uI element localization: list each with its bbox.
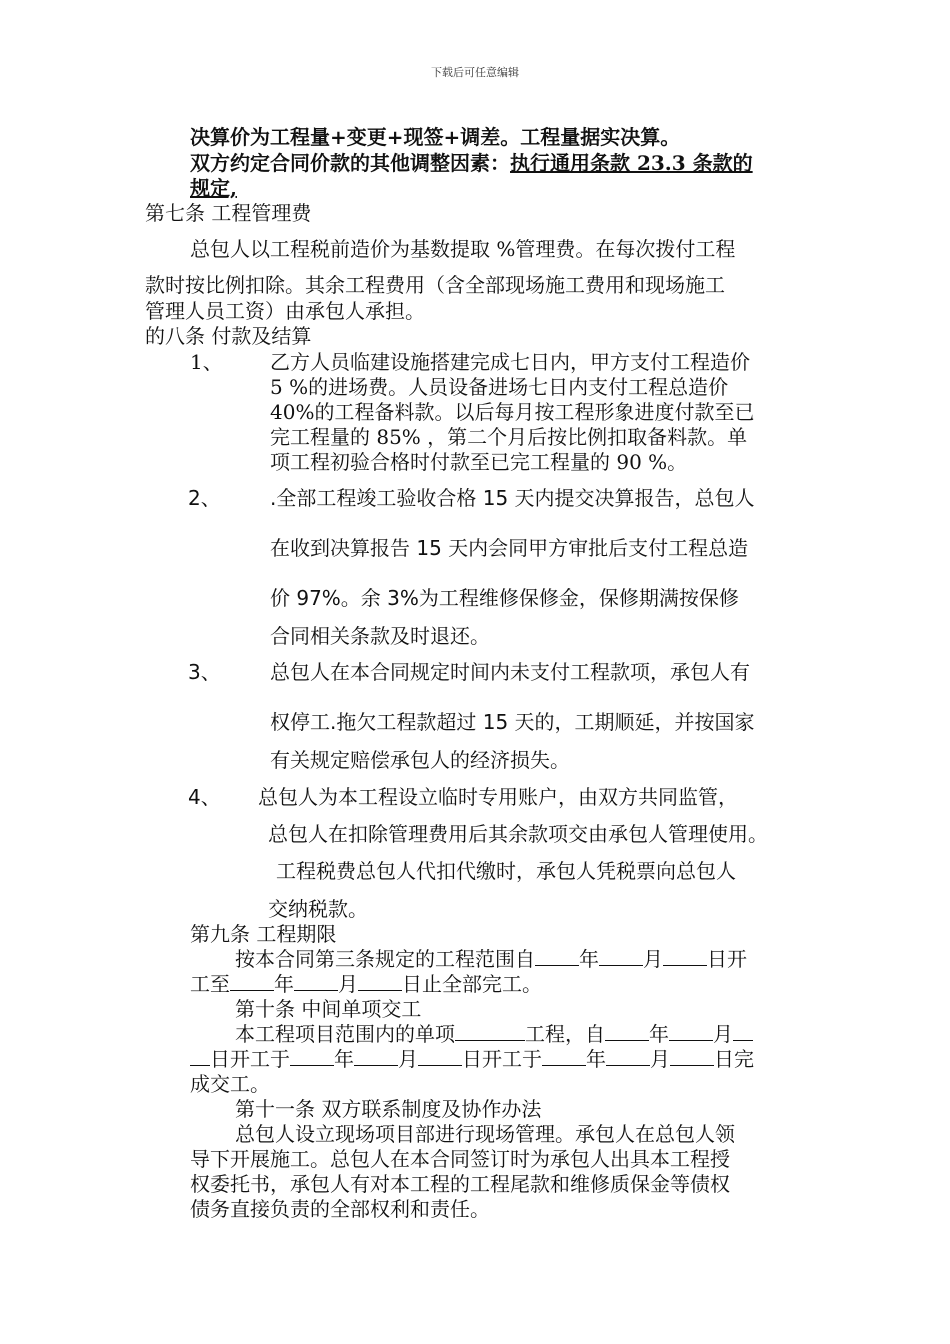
item-2-line: 合同相关条款及时退还。 — [270, 624, 490, 648]
article-11-line: 总包人设立现场项目部进行现场管理。承包人在总包人领 — [235, 1122, 735, 1146]
year-blank — [542, 1047, 586, 1066]
adjust-clause-ref: 执行通用条款 23.3 条款的 — [510, 151, 753, 175]
item-4-number: 4、 — [188, 785, 221, 809]
article-10-line: 成交工。 — [190, 1072, 270, 1096]
item-2-line: .全部工程竣工验收合格 15 天内提交决算报告，总包人 — [270, 486, 755, 510]
item-2-line: 价 97%。余 3%为工程维修保修金，保修期满按保修 — [270, 586, 739, 610]
article-7-line: 总包人以工程税前造价为基数提取 %管理费。在每次拨付工程 — [190, 237, 736, 261]
item-3-line: 有关规定赔偿承包人的经济损失。 — [270, 748, 570, 772]
year-blank — [290, 1047, 334, 1066]
start-year-blank — [535, 947, 579, 966]
item-1-number: 1、 — [190, 350, 223, 374]
start-year-blank — [605, 1022, 649, 1041]
item-2-line: 在收到决算报告 15 天内会同甲方审批后支付工程总造 — [270, 536, 749, 560]
day-blank — [670, 1047, 714, 1066]
start-day-blank — [733, 1022, 753, 1041]
start-day-blank — [663, 947, 707, 966]
page-header: 下载后可任意编辑 — [431, 66, 519, 79]
month-blank — [354, 1047, 398, 1066]
item-4-line: 交纳税款。 — [268, 897, 368, 921]
article-10-line: 本工程项目范围内的单项 工程，自 年 月 — [235, 1022, 753, 1046]
article-7-line: 管理人员工资）由承包人承担。 — [145, 299, 425, 323]
article-9-title: 第九条 工程期限 — [190, 922, 337, 946]
item-1-line: 项工程初验合格时付款至已完工程量的 90 %。 — [270, 450, 688, 474]
article-9-line: 按本合同第三条规定的工程范围自 年 月 日开 — [235, 947, 747, 971]
article-11-title: 第十一条 双方联系制度及协作办法 — [235, 1097, 542, 1121]
start-month-blank — [669, 1022, 713, 1041]
bold-line-1: 决算价为工程量+变更+现签+调差。工程量据实决算。 — [190, 125, 681, 149]
article-11-line: 权委托书，承包人有对本工程的工程尾款和维修质保金等债权 — [190, 1172, 730, 1196]
end-year-blank — [230, 972, 274, 991]
item-1-line: 完工程量的 85% ，第二个月后按比例扣取备料款。单 — [270, 425, 748, 449]
item-3-number: 3、 — [188, 660, 221, 684]
item-1-line: 40%的工程备料款。以后每月按工程形象进度付款至已 — [270, 400, 755, 424]
article-9-line: 工至 年 月 日止全部完工。 — [190, 972, 542, 996]
item-1-line: 乙方人员临建设施搭建完成七日内，甲方支付工程造价 — [270, 350, 750, 374]
article-7-line: 款时按比例扣除。其余工程费用（含全部现场施工费用和现场施工 — [145, 273, 725, 297]
article-7-title: 第七条 工程管理费 — [145, 201, 312, 225]
day-blank — [418, 1047, 462, 1066]
article-10-line: 日开工于 年 月 日开工于 年 月 日完 — [190, 1047, 754, 1071]
item-4-line: 工程税费总包人代扣代缴时，承包人凭税票向总包人 — [276, 859, 736, 883]
item-3-line: 总包人在本合同规定时间内未支付工程款项，承包人有 — [270, 660, 750, 684]
item-4-line: 总包人在扣除管理费用后其余款项交由承包人管理使用。 — [268, 822, 768, 846]
item-2-number: 2、 — [188, 486, 221, 510]
bold-line-2: 双方约定合同价款的其他调整因素：执行通用条款 23.3 条款的 — [190, 151, 753, 175]
item-1-line: 5 %的进场费。人员设备进场七日内支付工程总造价 — [270, 375, 729, 399]
item-4-line: 总包人为本工程设立临时专用账户，由双方共同监管， — [258, 785, 738, 809]
item-3-line: 权停工.拖欠工程款超过 15 天的，工期顺延，并按国家 — [270, 710, 755, 734]
article-8-title: 的八条 付款及结算 — [145, 324, 312, 348]
month-blank — [606, 1047, 650, 1066]
article-10-title: 第十条 中间单项交工 — [235, 997, 422, 1021]
item-name-blank — [455, 1022, 525, 1041]
article-11-line: 导下开展施工。总包人在本合同签订时为承包人出具本工程授 — [190, 1147, 730, 1171]
start-month-blank — [599, 947, 643, 966]
end-day-blank — [358, 972, 402, 991]
end-month-blank — [294, 972, 338, 991]
article-11-line: 债务直接负责的全部权利和责任。 — [190, 1197, 490, 1221]
start-day-blank-cont — [190, 1047, 210, 1066]
bold-line-3: 规定, — [190, 176, 237, 200]
